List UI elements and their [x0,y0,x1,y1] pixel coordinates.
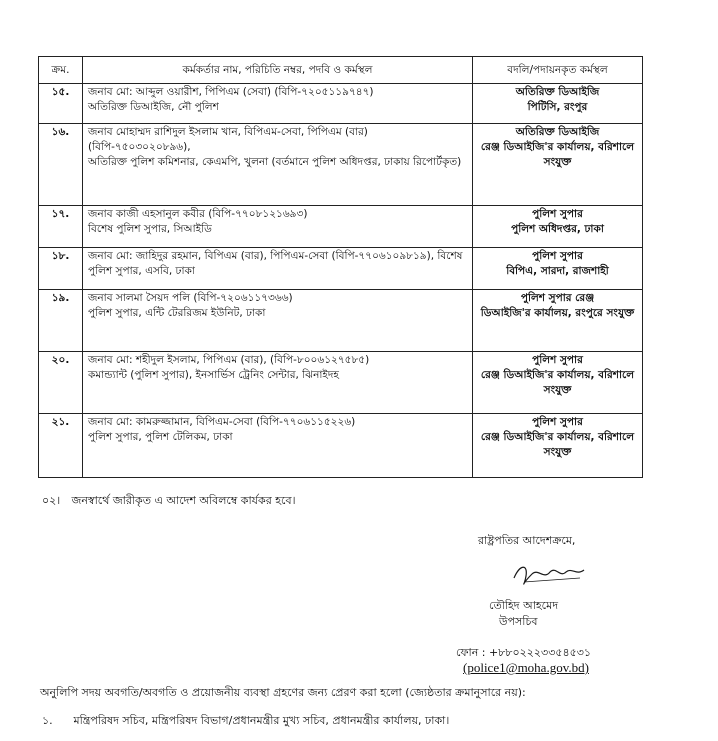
signatory-email[interactable]: (police1@moha.gov.bd) [463,660,589,675]
copy-distribution-title: অনুলিপি সদয় অবগতি/অবগতি ও প্রয়োজনীয় ব্যবস্থা গ্রহণের জন্য প্রেরণ করা হলো (জ্যেষ্ঠতার ক্রমানুসারে নয়): [40,686,526,699]
copy-item-text: মন্ত্রিপরিষদ সচিব, মন্ত্রিপরিষদ বিভাগ/প্রধানমন্ত্রীর মুখ্য সচিব, প্রধানমন্ত্রীর কার্যালয়, ঢাকা। [73,714,450,727]
officer-name: জনাব মো: আব্দুল ওয়ারীশ, পিপিএম (সেবা) (বিপি-৭২০৫১১৯৭৪৭) [88,86,374,98]
officer-designation: অতিরিক্ত ডিআইজি, নৌ পুলিশ [88,101,219,113]
table-row [39,352,643,414]
table-row [39,414,643,478]
copy-item-number: ১. [42,714,53,727]
officer-name: জনাব মোহাম্মদ রাশিদুল ইসলাম খান, বিপিএম-সেবা, পিপিএম (বার) (বিপি-৭৫০৩০২০৮৯৬), [88,126,368,153]
table-row [39,84,643,124]
signatory-block [489,598,558,630]
officer-designation: কমান্ড্যান্ট (পুলিশ সুপার), ইনসার্ভিস ট্রেনিং সেন্টার, ঝিনাইদহ [88,369,339,381]
table-row [39,248,643,290]
row-posting: অতিরিক্ত ডিআইজি রেঞ্জ ডিআইজি'র কার্যালয়, বরিশালে সংযুক্ত [473,124,643,206]
row-officer [83,290,473,352]
table-row [39,124,643,206]
row-officer [83,414,473,478]
officer-designation: পুলিশ সুপার, পুলিশ টেলিকম, ঢাকা [88,431,233,443]
row-serial: ২১. [39,414,83,478]
row-posting: পুলিশ সুপার রেঞ্জ ডিআইজি'র কার্যালয়, বরিশালে সংযুক্ত [473,352,643,414]
transfer-table [38,56,643,478]
row-officer [83,84,473,124]
row-serial: ১৬. [39,124,83,206]
copy-list-item [42,712,449,731]
row-serial: ১৯. [39,290,83,352]
table-row [39,290,643,352]
officer-designation: অতিরিক্ত পুলিশ কমিশনার, কেএমপি, খুলনা (বর্তমানে পুলিশ অধিদপ্তর, ঢাকায় রিপোর্টকৃত) [88,156,462,168]
row-officer [83,248,473,290]
row-serial: ২০. [39,352,83,414]
officer-name: জনাব মো: জাহিদুর রহমান, বিপিএম (বার), পিপিএম-সেবা (বিপি-৭৭০৬১০৯৮১৯), বিশেষ পুলিশ সুপার, এসবি, ঢাকা [88,250,463,277]
presidential-order-text: রাষ্ট্রপতির আদেশক্রমে, [478,534,576,547]
officer-designation: পুলিশ সুপার, এন্টি টেররিজম ইউনিট, ঢাকা [88,307,266,319]
officer-name: জনাব মো: কামরুজ্জামান, বিপিএম-সেবা (বিপি-৭৭০৬১১৫২২৬) [88,416,356,428]
paragraph-number: ০২। [42,494,61,507]
paragraph-text: জনস্বার্থে জারীকৃত এ আদেশ অবিলম্বে কার্যকর হবে। [71,494,296,507]
row-posting: পুলিশ সুপার রেঞ্জ ডিআইজি'র কার্যালয়, বরিশালে সংযুক্ত [473,414,643,478]
row-officer [83,352,473,414]
header-serial: ক্রম. [39,57,83,84]
officer-designation: বিশেষ পুলিশ সুপার, সিআইডি [88,223,212,235]
officer-name: জনাব মো: শহীদুল ইসলাম, পিপিএম (বার), (বিপি-৮০০৬১২৭৫৮৫) [88,354,370,366]
signatory-name: তৌহিদ আহমেদ [489,599,558,612]
row-posting: পুলিশ সুপার রেঞ্জ ডিআইজি'র কার্যালয়, রংপুরে সংযুক্ত [473,290,643,352]
header-posting: বদলি/পদায়নকৃত কর্মস্থল [473,57,643,84]
officer-name: জনাব কাজী এহসানুল কবীর (বিপি-৭৭০৮১২১৬৯৩) [88,208,308,220]
table-header-row [39,57,643,84]
signatory-phone: ফোন : +৮৮০২২২৩৩৫৪৫৩১ [456,646,592,659]
officer-name: জনাব সালমা সৈয়দ পলি (বিপি-৭২০৬১১৭৩৬৬) [88,292,293,304]
header-officer-name: কর্মকর্তার নাম, পরিচিতি নম্বর, পদবি ও কর্মস্থল [83,57,473,84]
row-posting: পুলিশ সুপার পুলিশ অধিদপ্তর, ঢাকা [473,206,643,248]
row-serial: ১৮. [39,248,83,290]
row-serial: ১৭. [39,206,83,248]
paragraph-02 [42,492,296,511]
row-officer [83,206,473,248]
row-officer [83,124,473,206]
order-line [478,532,575,549]
table-row [39,206,643,248]
row-posting: অতিরিক্ত ডিআইজি পিটিসি, রংপুর [473,84,643,124]
row-serial: ১৫. [39,84,83,124]
row-posting: পুলিশ সুপার বিপিএ, সারদা, রাজশাহী [473,248,643,290]
signatory-designation: উপসচিব [499,615,538,628]
handwritten-signature [510,558,590,588]
